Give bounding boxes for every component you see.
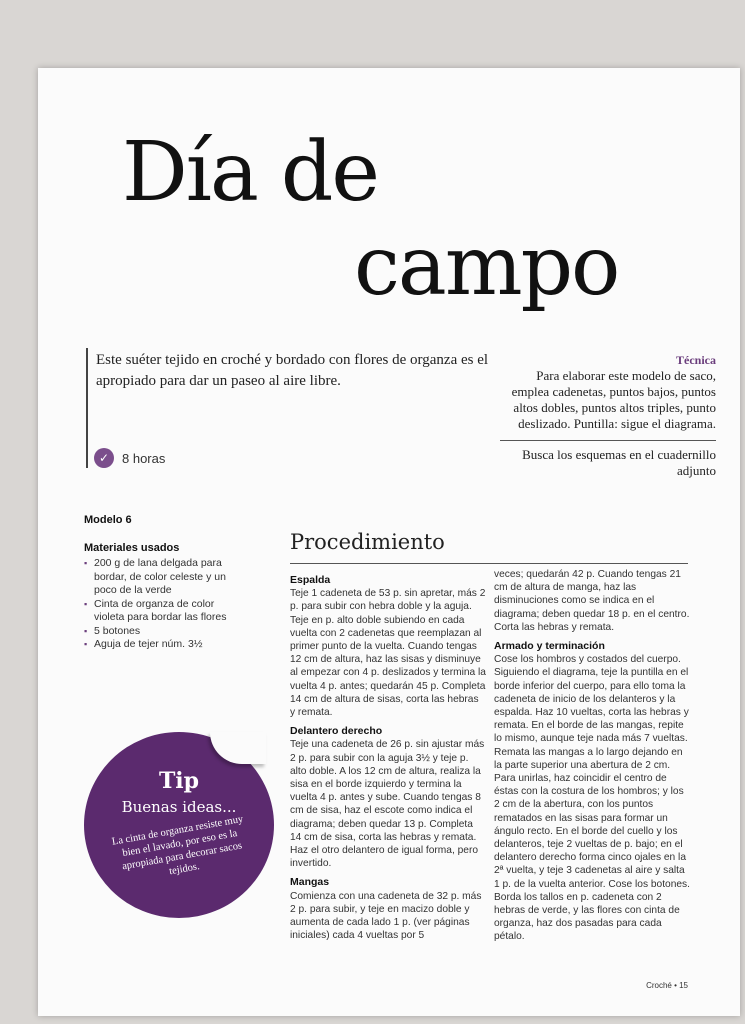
armado-heading: Armado y terminación: [494, 640, 605, 653]
list-item: ▪ 5 botones: [84, 625, 244, 639]
intro-divider: [86, 348, 88, 468]
mangas-text-cont: veces; quedarán 42 p. Cuando tengas 21 cm de altura de manga, haz las disminuciones como se indica en el diagrama; deben quedar 18 p. en el centro. Corta las hebras y remata.: [494, 569, 690, 633]
procedure-column-2: [494, 568, 690, 948]
page-footer: Croché • 15: [646, 981, 688, 990]
espalda-heading: Espalda: [290, 574, 331, 586]
procedure-divider: [290, 563, 688, 564]
time-label: 8 horas: [122, 450, 166, 466]
clock-icon: ✓: [94, 448, 114, 468]
tip-subtitle: Buenas ideas...: [121, 798, 237, 816]
title-line-2: campo: [354, 219, 619, 314]
materials-list: [84, 557, 244, 652]
time-estimate: [94, 448, 165, 468]
tecnica-box: [500, 352, 716, 479]
intro-text: Este suéter tejido en croché y bordado con flores de organza es el apropiado para dar un paseo al aire libre.: [96, 352, 489, 389]
delantero-heading: Delantero derecho: [290, 725, 383, 738]
title-line-1: Día de: [122, 125, 378, 220]
materials-column: [84, 514, 244, 652]
procedure-title: Procedimiento: [290, 530, 445, 554]
page-curl-icon: [210, 732, 266, 764]
list-item: ▪ 200 g de lana delgada para bordar, de color celeste y un poco de la verde: [84, 557, 244, 598]
tip-text: La cinta de organza resiste muy bien el lavado, por eso es la apropiada para decorar sacos tejidos.: [111, 813, 245, 878]
tecnica-text: Para elaborar este modelo de saco, emplea cadenetas, puntos bajos, puntos altos dobles, puntos altos triples, punto deslizado. Puntilla: sigue el diagrama.: [511, 368, 716, 431]
list-item: ▪ Cinta de organza de color violeta para bordar las flores: [84, 598, 244, 625]
list-item: ▪ Aguja de tejer núm. 3½: [84, 638, 244, 652]
armado-text: Cose los hombros y costados del cuerpo. Siguiendo el diagrama, teje la puntilla en el borde inferior del cuerpo, para ello toma la cadeneta de inicio de los delanteros y la espalda. Haz 10 vueltas, corta las hebras y remata. En el borde de las mangas, repite lo mismo, aunque teje nada más 7 vueltas. Remata las mangas a lo largo dejando en la parte superior una abertura de 2 cm. Para unirlas, haz coincidir el centro de éstas con la costura de los hombros; y los 2 cm de la abertura, con los puntos rematados en las sisas para formar un ángulo recto. En el borde del cuello y los delanteros, teje 2 vueltas de p. bajo; en el delantero derecho forma cinco ojales en la 2ª vuelta, y teje 3 cadenetas al aire y salta 1 p. de la vuelta anterior. Cose los botones. Borda los tallos en p. cadeneta con 2 hebras de verde, y las flores con cinta de organza, haz dos pasadas para cada pétalo.: [494, 654, 690, 943]
mangas-text: Comienza con una cadeneta de 32 p. más 2 p. para subir, y teje en macizo doble y aumenta de cada lado 1 p. (ver páginas iniciales) cada 4 vueltas por 5: [290, 890, 482, 942]
tip-sticker: [84, 732, 274, 918]
tecnica-divider: [500, 440, 716, 441]
tecnica-note: Busca los esquemas en el cuadernillo adjunto: [522, 447, 716, 478]
tip-title: Tip: [158, 768, 200, 794]
tecnica-heading: Técnica: [676, 353, 716, 367]
procedure-column-1: [290, 568, 486, 946]
model-label: Modelo 6: [84, 514, 132, 526]
mangas-heading: Mangas: [290, 876, 330, 889]
delantero-text: Teje una cadeneta de 26 p. sin ajustar más 2 p. para subir con la aguja 3½ y teje p. alto doble. A los 12 cm de altura, realiza la sisa en el borde izquierdo y termina la vuelta 4 p. antes y sube. Cuando tengas 8 cm de sisa, haz el escote como indica el diagrama; deben quedar 13 p. Completa 14 cm de sisa, corta las hebras y remata. Haz el otro delantero de igual forma, pero invertido.: [290, 739, 485, 870]
materials-heading: Materiales usados: [84, 541, 180, 554]
espalda-text: Teje 1 cadeneta de 53 p. sin apretar, más 2 p. para subir con hebra doble y la aguja. Teje en p. alto doble subiendo en cada vuelta con 2 cadenetas que reemplazan al primer punto de la vuelta. Cuando tengas 12 cm de altura, haz las sisas y disminuye al empezar con 4 p. deslizados y termina la vuelta 4 p. antes; quedarán 45 p. Completa 14 cm de altura de sisas, corta las hebras y remata.: [290, 588, 486, 719]
magazine-page: [38, 68, 740, 1016]
